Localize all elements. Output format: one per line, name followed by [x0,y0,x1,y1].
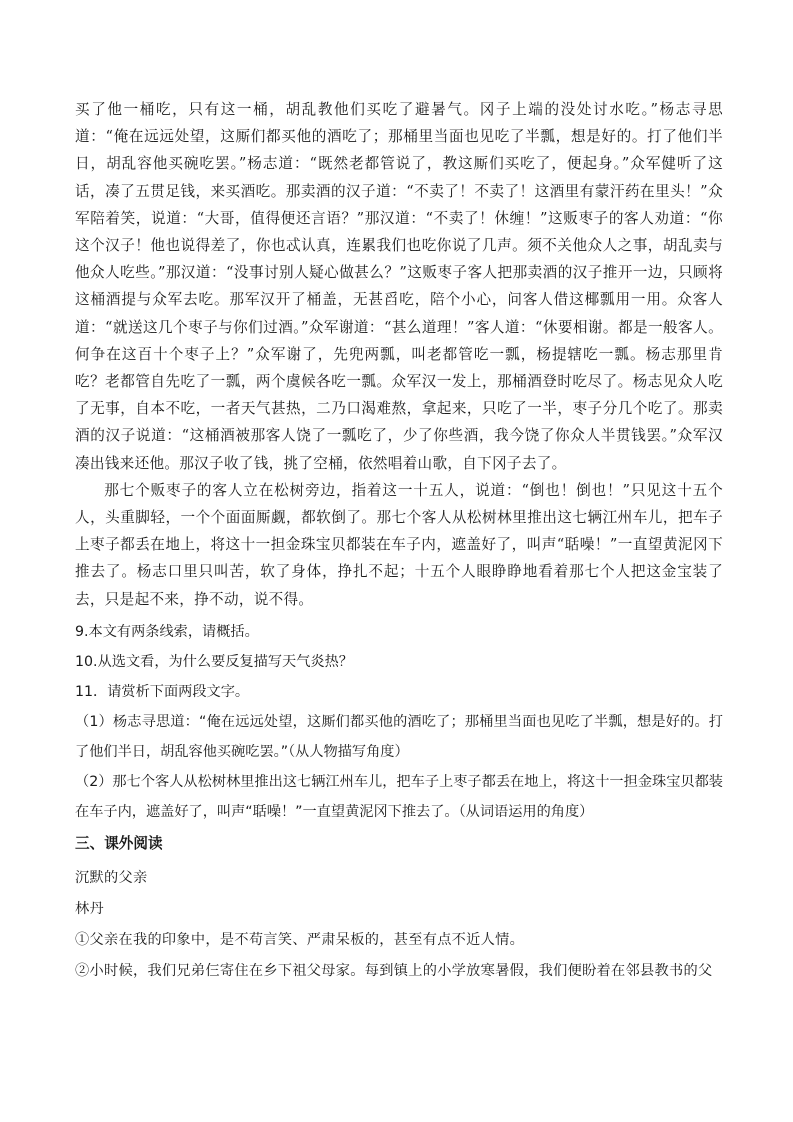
question-11: 11．请赏析下面两段文字。 [75,683,250,700]
question-10: 10.从选文看，为什么要反复描写天气炎热？ [75,653,353,670]
story-paragraph-2: 那七个贩枣子的客人立在松树旁边，指着这一十五人，说道：“倒也！倒也！”只见这十五个人，头重脚轻，一个个面面厮觑，都软倒了。那七个客人从松树林里推出这七辆江州车儿，把车子上枣子都丢在地上，将这十一担金珠宝贝都装在车子内，遮盖好了，叫声“聒噪！”一直望黄泥冈下推去了。杨志口里只叫苦，软了身体，挣扎不起；十五个人眼睁睁地看着那七个人把这金宝装了去，只是起不来，挣不动，说不得。 [75,481,723,608]
question-list [75,617,723,827]
question-11-part-1: （1）杨志寻思道：“俺在远远处望，这厮们都买他的酒吃了；那桶里当面也见吃了半瓢，想是好的。打了他们半日，胡乱容他买碗吃罢。”（从人物描写角度） [75,713,723,760]
document-page [75,96,723,987]
essay-author: 林丹 [75,900,104,917]
essay-paragraph-1: ①父亲在我的印象中，是不苟言笑、严肃呆板的，甚至有点不近人情。 [75,931,525,948]
essay-title: 沉默的父亲 [75,869,148,886]
essay [75,863,723,987]
question-11-part-2: （2）那七个客人从松树林里推出这七辆江州车儿，把车子上枣子都丢在地上，将这十一担金珠宝贝都装在车子内，遮盖好了，叫声“聒噪！”一直望黄泥冈下推去了。（从词语运用的角度） [75,773,723,820]
story-excerpt [75,96,723,613]
section-heading: 三、课外阅读 [75,834,163,852]
essay-paragraph-2: ②小时候，我们兄弟仨寄住在乡下祖父母家。每到镇上的小学放寒暑假，我们便盼着在邻县教书的父 [75,962,713,979]
question-9: 9.本文有两条线索，请概括。 [75,623,259,640]
story-paragraph-1: 买了他一桶吃，只有这一桶，胡乱教他们买吃了避暑气。冈子上端的没处讨水吃。”杨志寻思道：“俺在远远处望，这厮们都买他的酒吃了；那桶里当面也见吃了半瓢，想是好的。打了他们半日，胡乱容他买碗吃罢。”杨志道：“既然老都管说了，教这厮们买吃了，便起身。”众军健听了这话，凑了五贯足钱，来买酒吃。那卖酒的汉子道：“不卖了！不卖了！这酒里有蒙汗药在里头！”众军陪着笑，说道：“大哥，值得便还言语？”那汉道：“不卖了！休缠！”这贩枣子的客人劝道：“你这个汉子！他也说得差了，你也忒认真，连累我们也吃你说了几声。须不关他众人之事，胡乱卖与他众人吃些。”那汉道：“没事讨别人疑心做甚么？”这贩枣子客人把那卖酒的汉子推开一边，只顾将这桶酒提与众军去吃。那军汉开了桶盖，无甚舀吃，陪个小心，问客人借这椰瓢用一用。众客人道：“就送这几个枣子与你们过酒。”众军谢道：“甚么道理！”客人道：“休要相谢。都是一般客人。何争在这百十个枣子上？”众军谢了，先兜两瓢，叫老都管吃一瓢，杨提辖吃一瓢。杨志那里肯吃？老都管自先吃了一瓢，两个虞候各吃一瓢。众军汉一发上，那桶酒登时吃尽了。杨志见众人吃了无事，自本不吃，一者天气甚热，二乃口渴难熬，拿起来，只吃了一半，枣子分几个吃了。那卖酒的汉子说道：“这桶酒被那客人饶了一瓢吃了，少了你些酒，我今饶了你众人半贯钱罢。”众军汉凑出钱来还他。那汉子收了钱，挑了空桶，依然唱着山歌，自下冈子去了。 [75,101,723,472]
